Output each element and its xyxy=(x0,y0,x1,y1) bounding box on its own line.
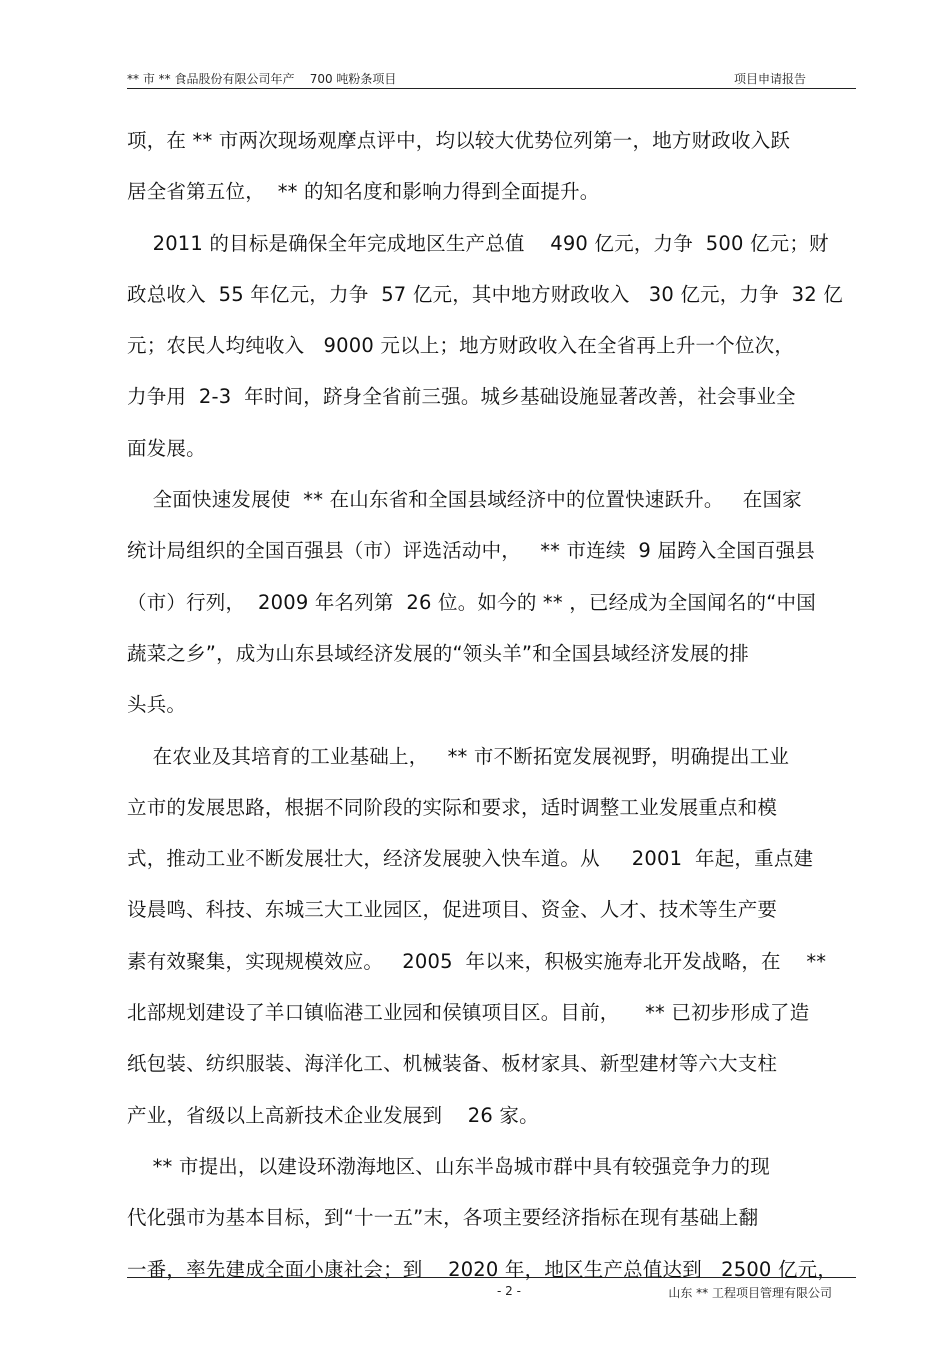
text-line: 蔬菜之乡”，成为山东县域经济发展的“领头羊”和全国县域经济发展的排 xyxy=(127,641,749,665)
document-body xyxy=(127,118,862,1298)
text-line: 在农业及其培育的工业基础上， ** 市不断拓宽发展视野，明确提出工业 xyxy=(127,744,790,768)
text-line: 统计局组织的全国百强县（市）评选活动中， ** 市连续 9 届跨入全国百强县 xyxy=(127,539,815,563)
header-project-title: ** 市 ** 食品股份有限公司年产 700 吨粉条项目 xyxy=(127,72,397,86)
text-line: （市）行列， 2009 年名列第 26 位。如今的 ** ，已经成为全国闻名的“中国 xyxy=(127,590,816,614)
footer-company-name: 山东 ** 工程项目管理有限公司 xyxy=(668,1286,832,1300)
page-number: - 2 - xyxy=(497,1284,521,1298)
text-line: 素有效聚集，实现规模效应。 2005 年以来，积极实施寿北开发战略，在 ** xyxy=(127,949,827,973)
text-line: 2011 的目标是确保全年完成地区生产总值 490 亿元，力争 500 亿元；财 xyxy=(127,231,829,255)
text-line: 设晨鸣、科技、东城三大工业园区，促进项目、资金、人才、技术等生产要 xyxy=(127,898,778,922)
text-line: 式，推动工业不断发展壮大，经济发展驶入快车道。从 2001 年起，重点建 xyxy=(127,847,814,871)
text-line: 产业，省级以上高新技术企业发展到 26 家。 xyxy=(127,1103,539,1127)
text-line: 头兵。 xyxy=(127,693,187,717)
text-line: 面发展。 xyxy=(127,436,206,460)
page-header xyxy=(127,70,856,89)
text-line: ** 市提出，以建设环渤海地区、山东半岛城市群中具有较强竞争力的现 xyxy=(127,1154,770,1178)
text-line: 全面快速发展使 ** 在山东省和全国县域经济中的位置快速跃升。 在国家 xyxy=(127,488,802,512)
text-line: 立市的发展思路，根据不同阶段的实际和要求，适时调整工业发展重点和模 xyxy=(127,795,778,819)
text-line: 代化强市为基本目标，到“十一五”末，各项主要经济指标在现有基础上翻 xyxy=(127,1206,759,1230)
text-line: 北部规划建设了羊口镇临港工业园和侯镇项目区。目前， ** 已初步形成了造 xyxy=(127,1001,810,1025)
text-line: 政总收入 55 年亿元，力争 57 亿元，其中地方财政收入 30 亿元，力争 32 亿 xyxy=(127,282,843,306)
text-line: 项，在 ** 市两次现场观摩点评中，均以较大优势位列第一，地方财政收入跃 xyxy=(127,129,791,152)
text-line: 居全省第五位， ** 的知名度和影响力得到全面提升。 xyxy=(127,180,600,204)
page-footer xyxy=(127,1277,856,1298)
header-document-type: 项目申请报告 xyxy=(733,72,806,86)
text-line: 力争用 2-3 年时间，跻身全省前三强。城乡基础设施显著改善，社会事业全 xyxy=(127,385,796,409)
text-line: 纸包装、纺织服装、海洋化工、机械装备、板材家具、新型建材等六大支柱 xyxy=(127,1052,778,1076)
text-line: 元；农民人均纯收入 9000 元以上；地方财政收入在全省再上升一个位次， xyxy=(127,334,795,358)
text-line: 一番，率先建成全面小康社会；到 2020 年，地区生产总值达到 2500 亿元， xyxy=(127,1257,838,1281)
